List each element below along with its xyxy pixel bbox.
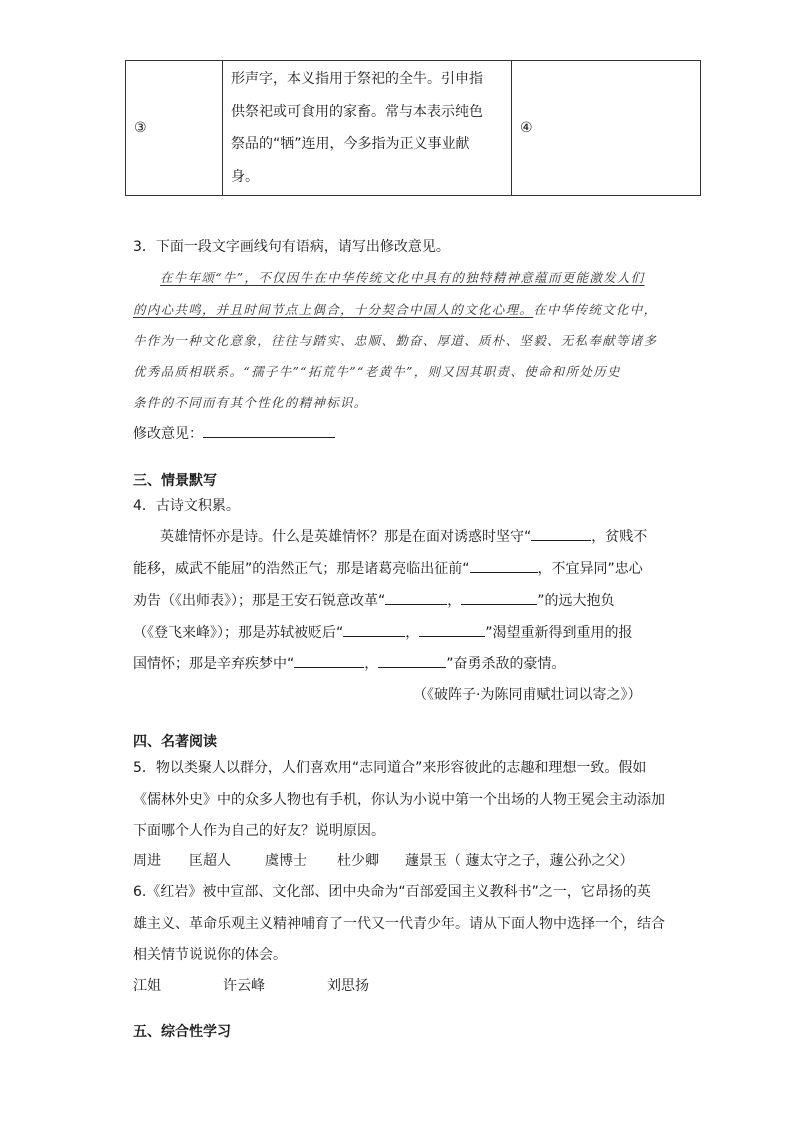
table-row: [126, 61, 701, 196]
table-cell-number: ③: [126, 61, 223, 196]
q5-line3: 下面哪个人作为自己的好友？说明原因。: [133, 823, 385, 839]
text: ，: [405, 625, 420, 641]
answer-blank[interactable]: [378, 653, 446, 668]
answer-blank[interactable]: [294, 653, 364, 668]
q3-passage-line1: [160, 268, 645, 286]
answer-blank[interactable]: [461, 590, 537, 605]
q4-line1: [160, 526, 647, 546]
answer-blank[interactable]: [385, 590, 447, 605]
q6-line3: 相关情节说说你的体会。: [133, 947, 287, 963]
answer-label: 修改意见：: [133, 426, 203, 442]
underlined-text: 的内心共鸣，并且时间节点上偶合，十分契合中国人的文化心理。: [133, 302, 534, 317]
q3-passage-line4: 优秀品质相联系。“孺子牛”“拓荒牛”“老黄牛”，则又因其职责、使命和所处历史: [133, 364, 621, 379]
q3-passage-line5: 条件的不同而有其个性化的精神标识。: [133, 395, 368, 410]
text: ，: [447, 593, 462, 609]
table-cell-definition: [223, 61, 512, 196]
text: ，贫贱不: [591, 529, 648, 545]
q3-passage-line3: 牛作为一种文化意象，往往与踏实、忠顺、勤奋、厚道、质朴、坚毅、无私奉献等诸多: [133, 333, 658, 348]
table-cell-answer: ④: [512, 61, 701, 196]
answer-blank[interactable]: [419, 622, 485, 637]
option-item: 刘思扬: [327, 978, 369, 994]
q3-answer-row: [133, 423, 335, 443]
q4-line4: [133, 622, 633, 642]
q5-line1: 5．物以类聚人以群分，人们喜欢用“志同道合”来形容彼此的志趣和理想一致。假如: [133, 760, 647, 776]
character-table: [125, 60, 701, 196]
q3-prompt: 3．下面一段文字画线句有语病，请写出修改意见。: [133, 239, 450, 255]
option-item: 周进: [133, 853, 161, 869]
text: （《登飞来峰》）；那是苏轼被贬后“: [133, 625, 344, 641]
text: 英雄情怀亦是诗。什么是英雄情怀？那是在面对诱惑时坚守“: [160, 529, 532, 545]
q5-line2: 《儒林外史》中的众多人物也有手机，你认为小说中第一个出场的人物王冕会主动添加: [133, 792, 665, 808]
text: ”奋勇杀敌的豪情。: [446, 656, 566, 672]
q4-source: （《破阵子·为陈同甫赋壮词以寄之》）: [413, 687, 642, 703]
text: ，不宜异同”忠心: [537, 561, 643, 577]
q6-line1: 6.《红岩》被中宣部、文化部、团中央命为“百部爱国主义教科书”之一，它昂扬的英: [133, 884, 651, 900]
q4-prompt: 4．古诗文积累。: [133, 498, 240, 514]
text: ”渴望重新得到重用的报: [485, 625, 633, 641]
section-title: 三、情景默写: [133, 473, 217, 489]
definition-line: 形声字，本义指用于祭祀的全牛。引申指: [231, 71, 483, 87]
option-item: 许云峰: [223, 978, 265, 994]
option-item: 虞博士: [265, 853, 307, 869]
section-title: 五、综合性学习: [133, 1024, 231, 1040]
definition-line: 身。: [231, 168, 259, 185]
option-item: 江姐: [133, 978, 161, 994]
option-item: 匡超人: [189, 853, 231, 869]
q4-line5: [133, 653, 566, 673]
option-item: 杜少卿: [337, 853, 379, 869]
passage-text: 在中华传统文化中，: [533, 302, 658, 317]
text: 国情怀；那是辛弃疾梦中“: [133, 656, 295, 672]
underlined-text: 在牛年颂“牛”，不仅因牛在中华传统文化中具有的独特精神意蕴而更能激发人们: [160, 270, 645, 285]
definition-line: 祭品的“牺”连用，今多指为正义事业献: [231, 136, 470, 152]
definition-line: 供祭祀或可食用的家畜。常与本表示纯色: [231, 103, 483, 120]
answer-blank[interactable]: [203, 423, 335, 438]
q4-line2: [133, 558, 643, 578]
answer-blank[interactable]: [470, 558, 538, 573]
q4-line3: [133, 590, 615, 610]
option-item: 蘧景玉（ 蘧太守之子，蘧公孙之父）: [405, 853, 634, 869]
answer-blank[interactable]: [343, 622, 405, 637]
section-title: 四、名著阅读: [133, 734, 217, 750]
text: 劝告（《出师表》）；那是王安石锐意改革“: [133, 593, 386, 609]
q6-line2: 雄主义、革命乐观主义精神哺育了一代又一代青少年。请从下面人物中选择一个，结合: [133, 916, 665, 932]
text: 能移，威武不能屈”的浩然正气；那是诸葛亮临出征前“: [133, 561, 470, 577]
q3-passage-line2: [133, 300, 657, 318]
text: ，: [364, 656, 379, 672]
text: ”的远大抱负: [537, 593, 615, 609]
answer-blank[interactable]: [531, 526, 591, 541]
